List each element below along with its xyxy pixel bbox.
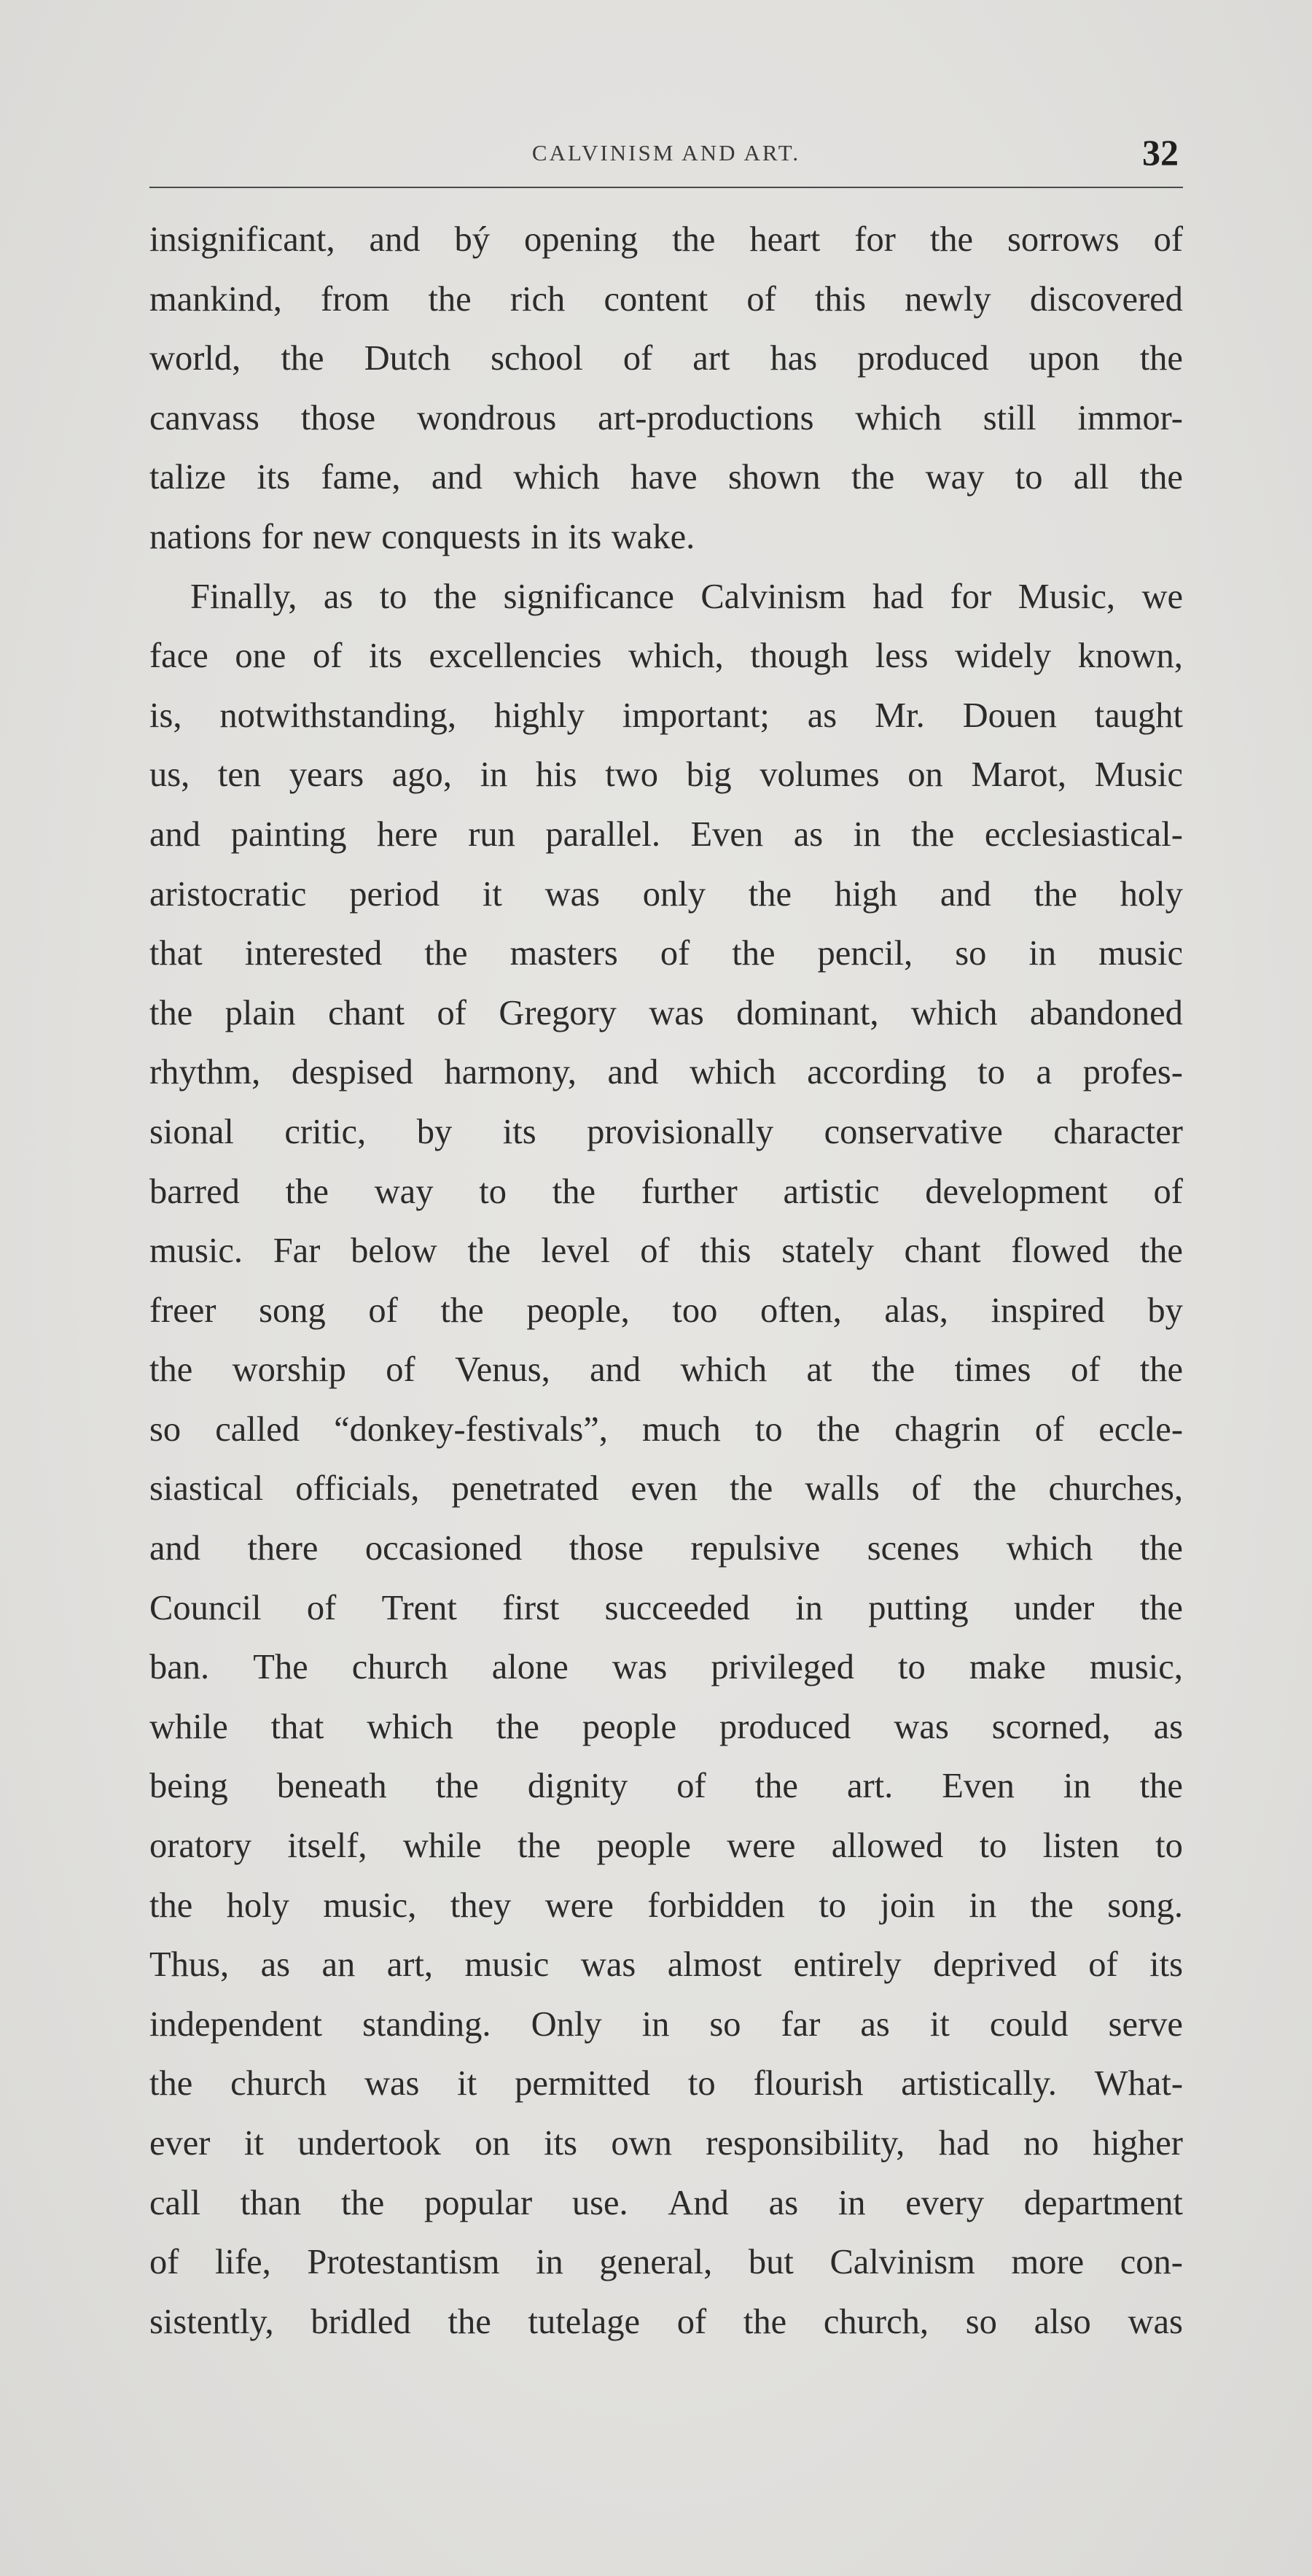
text-line: oratory itself, while the people were allowed to listen to <box>149 1826 1183 1866</box>
text-line: the holy music, they were forbidden to join in the song. <box>149 1886 1183 1925</box>
text-line: face one of its excellencies which, though less widely known, <box>149 637 1183 676</box>
text-line: so called “donkey-festivals”, much to the chagrin of eccle- <box>149 1409 1183 1449</box>
text-line: call than the popular use. And as in every department <box>149 2183 1183 2222</box>
page-number: 32 <box>1142 132 1179 173</box>
text-line: aristocratic period it was only the high and the holy <box>149 874 1183 914</box>
text-line: ever it undertook on its own responsibility, had no higher <box>149 2124 1183 2163</box>
text-line: is, notwithstanding, highly important; as Mr. Douen taught <box>149 696 1183 735</box>
text-line: siastical officials, penetrated even the walls of the churches, <box>149 1469 1183 1509</box>
text-line: us, ten years ago, in his two big volumes on Marot, Music <box>149 755 1183 795</box>
text-line: Thus, as an art, music was almost entirely deprived of its <box>149 1945 1183 1985</box>
text-line: Finally, as to the significance Calvinism had for Music, we <box>190 577 1183 616</box>
text-line: music. Far below the level of this stately chant flowed the <box>149 1231 1183 1271</box>
text-line: and painting here run parallel. Even as in the ecclesiastical- <box>149 814 1183 854</box>
text-line: world, the Dutch school of art has produced upon the <box>149 339 1183 378</box>
text-line: barred the way to the further artistic development of <box>149 1172 1183 1211</box>
text-line: freer song of the people, too often, alas, inspired by <box>149 1291 1183 1330</box>
body-text <box>149 210 1183 2351</box>
text-line: talize its fame, and which have shown the way to all the <box>149 458 1183 497</box>
text-line: sistently, bridled the tutelage of the church, so also was <box>149 2302 1183 2341</box>
text-line: while that which the people produced was scorned, as <box>149 1707 1183 1746</box>
text-line: canvass those wondrous art-productions which still immor- <box>149 398 1183 437</box>
text-line: mankind, from the rich content of this newly discovered <box>149 279 1183 319</box>
text-line: insignificant, and bý opening the heart for the sorrows of <box>149 220 1183 259</box>
text-line: Council of Trent first succeeded in putting under the <box>149 1588 1183 1627</box>
text-line: being beneath the dignity of the art. Even in the <box>149 1767 1183 1806</box>
text-line: sional critic, by its provisionally conservative character <box>149 1112 1183 1151</box>
text-line: the plain chant of Gregory was dominant, which abandoned <box>149 993 1183 1032</box>
text-line: that interested the masters of the pencil, so in music <box>149 934 1183 973</box>
text-line: rhythm, despised harmony, and which according to a profes- <box>149 1053 1183 1092</box>
text-line: and there occasioned those repulsive scenes which the <box>149 1529 1183 1568</box>
text-line: independent standing. Only in so far as it could serve <box>149 2004 1183 2044</box>
text-line: of life, Protestantism in general, but Calvinism more con- <box>149 2243 1183 2282</box>
text-line: nations for new conquests in its wake. <box>149 517 695 556</box>
text-line: the church was it permitted to flourish artistically. What- <box>149 2064 1183 2104</box>
running-title: CALVINISM AND ART. <box>531 140 801 166</box>
running-header <box>149 132 1183 188</box>
text-line: ban. The church alone was privileged to make music, <box>149 1648 1183 1687</box>
text-line: the worship of Venus, and which at the times of the <box>149 1350 1183 1390</box>
